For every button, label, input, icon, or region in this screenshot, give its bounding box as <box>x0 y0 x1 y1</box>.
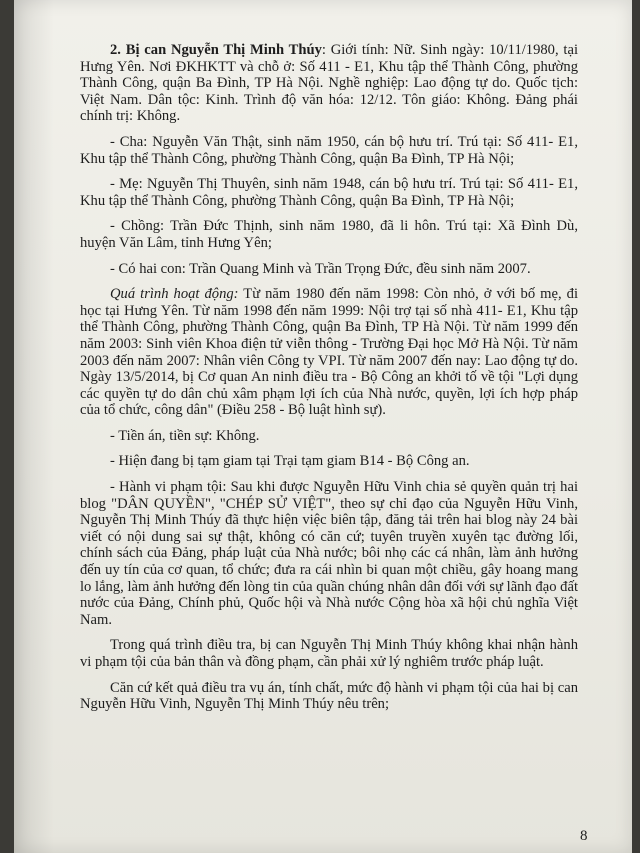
defendant-heading: 2. Bị can Nguyễn Thị Minh Thúy <box>110 42 322 58</box>
defendant-info: : Giới tính: Nữ. Sinh ngày: 10/11/1980, tại Hưng Yên. Nơi ĐKHKTT và chỗ ở: Số 411 - E1, Khu tập thể Thành Công, phường Thành Công, quận Ba Đình, TP Hà Nội. Nghề nghiệp: Lao động tự do. Quốc tịch: Việt Nam. Dân tộc: Kinh. Trình độ văn hóa: 12/12. Tôn giáo: Không. Đảng phái chính trị: Không. <box>80 42 578 125</box>
activity-paragraph <box>80 286 578 419</box>
husband-paragraph: - Chồng: Trần Đức Thịnh, sinh năm 1980, đã li hôn. Trú tại: Xã Đình Dù, huyện Văn Lâm, tỉnh Hưng Yên; <box>80 218 578 251</box>
page-shadow <box>14 0 54 853</box>
investigation-paragraph: Trong quá trình điều tra, bị can Nguyễn Thị Minh Thúy không khai nhận hành vi phạm tội của bản thân và đồng phạm, cần phải xử lý nghiêm trước pháp luật. <box>80 637 578 670</box>
record-paragraph: - Tiền án, tiền sự: Không. <box>110 427 260 444</box>
defendant-paragraph <box>80 42 578 125</box>
activity-label: Quá trình hoạt động: <box>110 286 239 303</box>
page-number: 8 <box>580 828 588 844</box>
conclusion-paragraph: Căn cứ kết quả điều tra vụ án, tính chất, mức độ hành vi phạm tội của hai bị can Nguyễn Hữu Vinh, Nguyễn Thị Minh Thúy nêu trên; <box>80 679 578 713</box>
mother-paragraph: - Mẹ: Nguyễn Thị Thuyên, sinh năm 1948, cán bộ hưu trí. Trú tại: Số 411- E1, Khu tập thể Thành Công, phường Thành Công, quận Ba Đình, TP Hà Nội; <box>80 176 578 209</box>
document-body <box>80 42 578 713</box>
violation-paragraph: - Hành vi phạm tội: Sau khi được Nguyễn Hữu Vinh chia sẻ quyền quản trị hai blog "DÂN QUYỀN", "CHÉP SỬ VIỆT", theo sự chỉ đạo của Nguyễn Hữu Vinh, Nguyễn Thị Minh Thúy đã thực hiện việc biên tập, đăng tải trên hai blog này 24 bài viết có nội dung sai sự thật, không có căn cứ; tuyên truyền xuyên tạc đường lối, chính sách của Đảng, pháp luật của Nhà nước; bôi nhọ các cá nhân, làm ảnh hưởng đến uy tín của cơ quan, tổ chức; đưa ra cái nhìn bi quan một chiều, gây hoang mang lo lắng, làm ảnh hưởng đến lòng tin của quần chúng nhân dân đối với sự lãnh đạo đất nước của Đảng, Chính phủ, Quốc hội và Nhà nước Cộng hòa xã hội chủ nghĩa Việt Nam. <box>80 479 578 628</box>
document-page <box>14 0 632 853</box>
father-paragraph: - Cha: Nguyễn Văn Thật, sinh năm 1950, cán bộ hưu trí. Trú tại: Số 411- E1, Khu tập thể Thành Công, phường Thành Công, quận Ba Đình, TP Hà Nội; <box>80 133 578 167</box>
children-paragraph: - Có hai con: Trần Quang Minh và Trần Trọng Đức, đều sinh năm 2007. <box>110 260 531 277</box>
detention-paragraph: - Hiện đang bị tạm giam tại Trại tạm giam B14 - Bộ Công an. <box>110 453 470 470</box>
activity-text: Từ năm 1980 đến năm 1998: Còn nhỏ, ở với bố mẹ, đi học tại Hưng Yên. Từ năm 1998 đến năm 1999: Nội trợ tại số nhà 411- E1, Khu tập thể Thành Công, phường Thành Công, quận Ba Đình, TP Hà Nội. Từ năm 1999 đến năm 2003: Sinh viên Khoa điện tử viễn thông - Trường Đại học Mở Hà Nội. Từ năm 2003 đến năm 2007: Nhân viên Công ty VPI. Từ năm 2007 đến nay: Lao động tự do. Ngày 13/5/2014, bị Cơ quan An ninh điều tra - Bộ Công an khởi tố về tội "Lợi dụng các quyền tự do dân chủ xâm phạm lợi ích của Nhà nước, quyền, lợi ích hợp pháp của tổ chức, công dân" (Điều 258 - Bộ luật hình sự). <box>80 286 578 419</box>
